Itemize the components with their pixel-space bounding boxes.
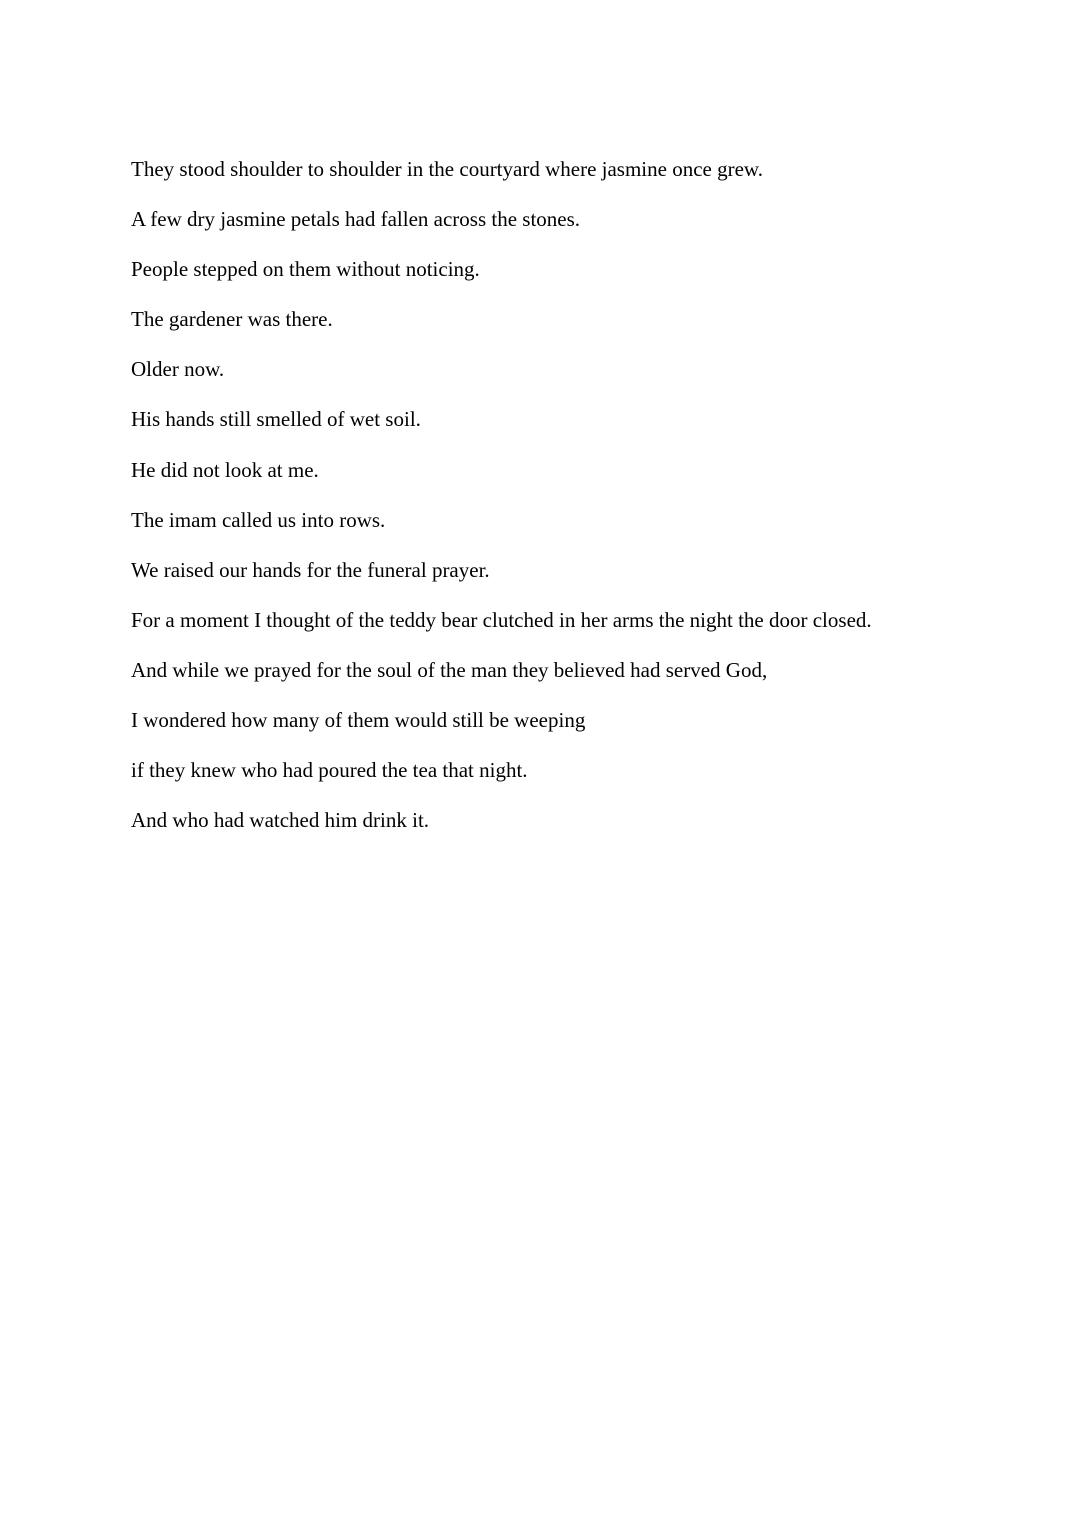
text-line: The imam called us into rows.: [131, 507, 386, 532]
text-line: And while we prayed for the soul of the man they believed had served God,: [131, 657, 768, 682]
text-line: The gardener was there.: [131, 307, 333, 332]
text-line: if they knew who had poured the tea that night.: [131, 758, 528, 783]
text-line: I wondered how many of them would still be weeping: [131, 708, 586, 733]
text-line: His hands still smelled of wet soil.: [131, 407, 421, 432]
text-line: For a moment I thought of the teddy bear clutched in her arms the night the door closed.: [131, 607, 872, 632]
text-line: Older now.: [131, 357, 225, 382]
text-line: They stood shoulder to shoulder in the courtyard where jasmine once grew.: [131, 157, 763, 181]
text-line: People stepped on them without noticing.: [131, 257, 480, 282]
document-body: [131, 154, 1031, 855]
text-line: He did not look at me.: [131, 457, 319, 482]
text-line: And who had watched him drink it.: [131, 808, 430, 833]
text-line: A few dry jasmine petals had fallen across the stones.: [131, 207, 581, 232]
text-line: We raised our hands for the funeral prayer.: [131, 557, 490, 582]
